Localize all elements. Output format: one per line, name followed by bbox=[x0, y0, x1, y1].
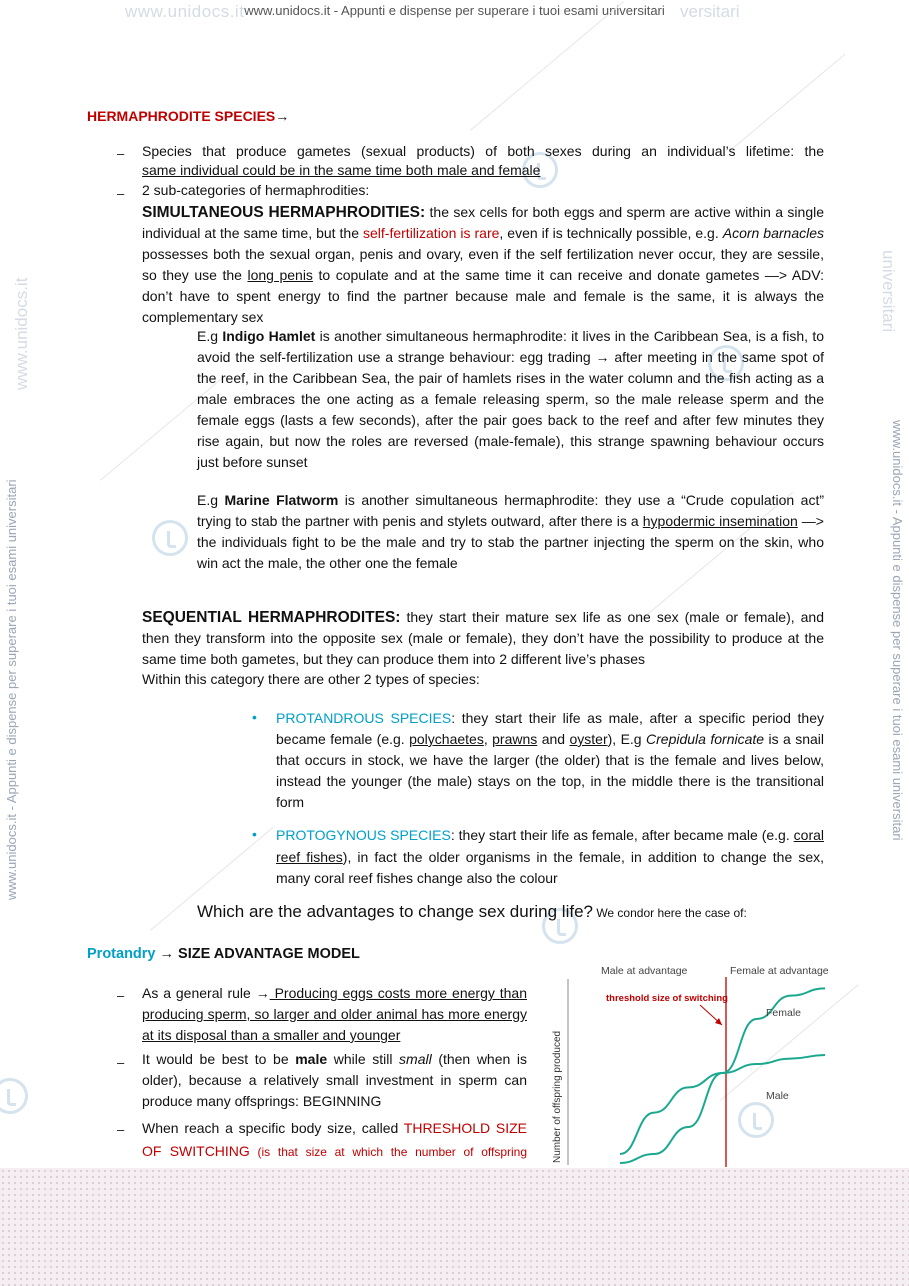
flatworm-text-b: —> the individuals fight to be the male and try to stab the partner injecting the sperm on the skin, who win act the male, the other one the female bbox=[197, 513, 824, 571]
hermaphrodite-heading bbox=[87, 108, 289, 124]
simultaneous-heading: SIMULTANEOUS HERMAPHRODITIES: bbox=[142, 204, 426, 221]
bullet-icon: • bbox=[252, 826, 257, 842]
question-text: Which are the advantages to change sex during life? bbox=[197, 902, 593, 921]
arrow-icon: → bbox=[275, 108, 290, 124]
arrow-icon: → bbox=[255, 985, 270, 1001]
dash-marker: – bbox=[117, 988, 125, 1003]
male-word: male bbox=[295, 1051, 328, 1067]
side-ghost-right: universitari bbox=[879, 250, 898, 333]
polychaetes: polychaetes bbox=[409, 731, 484, 747]
unidocs-logo-icon bbox=[0, 1078, 28, 1114]
hamlet-text: is another simultaneous hermaphrodite: it lives in the Caribbean Sea, is a fish, to avoid the self-fertilization use a strange behaviour: egg trading → after meeting in the same spot of the reef, in the Caribbean Sea, the pair of hamlets rises in the water column and the fish acting as a male embraces the one acting as a female releasing sperm, so the male release sperm and the female eggs (lasts a few seconds), after the pair goes back to the reef and after few minutes they rise again, but now the roles are reversed (male-female), this strange spawning behaviour occurs just before sunset bbox=[197, 328, 825, 470]
region-label-male: Male at advantage bbox=[601, 965, 688, 977]
dash-marker: – bbox=[117, 1122, 125, 1137]
best-male-small bbox=[142, 1049, 527, 1112]
self-fertilization-rare: self-fertilization is rare bbox=[363, 225, 500, 241]
indigo-hamlet-name: Indigo Hamlet bbox=[222, 328, 316, 344]
header-ghost-watermark-right: versitari bbox=[680, 2, 740, 21]
header-watermark: www.unidocs.it - Appunti e dispense per superare i tuoi esami universitari bbox=[244, 3, 665, 18]
bullet-definition bbox=[142, 141, 824, 181]
pro-text-a: : they start their life as male, after a specific period they became female (e.g. bbox=[276, 710, 824, 747]
oyster: oyster bbox=[569, 731, 608, 747]
definition-line-2: same individual could be in the same time both male and female bbox=[142, 162, 541, 178]
small-word: small bbox=[399, 1051, 432, 1067]
dash-marker: – bbox=[117, 1055, 125, 1070]
protandrous-paragraph bbox=[276, 708, 824, 813]
side-watermark-right: www.unidocs.it - Appunti e dispense per superare i tuoi esami universitari bbox=[890, 420, 905, 841]
pro-text-b: ), E.g bbox=[607, 731, 647, 747]
pro-text-c: is a snail that occurs in stock, we have the larger (the older) that is the female and lives below, instead the younger (the male) stays on the top, in the middle there is the transitional form bbox=[276, 731, 825, 810]
sequential-paragraph bbox=[142, 607, 824, 670]
dash-marker: – bbox=[117, 186, 125, 201]
best-text-b: while still bbox=[327, 1051, 400, 1067]
protogynous-heading: PROTOGYNOUS SPECIES bbox=[276, 827, 451, 843]
reach-text-b: (is that size at which the number of offspring bbox=[257, 1145, 527, 1159]
question-note: We condor here the case of: bbox=[592, 906, 747, 920]
flatworm-eg: E.g bbox=[197, 492, 225, 508]
prog-text-b: ), in fact the older organisms in the female, in addition to change the sex, many coral reef fishes change also the colour bbox=[276, 848, 824, 886]
size-advantage-chart bbox=[540, 955, 840, 1170]
crepidula-fornicate: Crepidula fornicate bbox=[646, 731, 765, 747]
best-text-a: It would be best to be bbox=[142, 1051, 296, 1067]
threshold-annotation: threshold size of switching bbox=[606, 993, 728, 1004]
size-advantage-model: SIZE ADVANTAGE MODEL bbox=[174, 946, 360, 962]
acorn-barnacles: Acorn barnacles bbox=[722, 225, 825, 241]
pro-and: and bbox=[537, 731, 570, 747]
bullet-icon: • bbox=[252, 709, 257, 725]
reach-text-a: When reach a specific body size, called bbox=[142, 1120, 404, 1136]
sim-text-a: the sex cells for both eggs and sperm are active within a single individual at the same time, but the bbox=[142, 204, 825, 241]
sim-text-b: , even if is technically possible, e.g. bbox=[499, 225, 723, 241]
dash-marker: – bbox=[117, 146, 125, 161]
arrow-icon: → bbox=[159, 946, 175, 962]
series-label-female: Female bbox=[766, 1007, 802, 1019]
sequential-heading: SEQUENTIAL HERMAPHRODITES: bbox=[142, 609, 401, 626]
simultaneous-paragraph bbox=[142, 202, 824, 328]
marine-flatworm-paragraph bbox=[197, 490, 824, 574]
prog-text-a: : they start their life as female, after became male (e.g. bbox=[450, 827, 794, 843]
footer-pattern bbox=[0, 1168, 909, 1286]
series-label-male: Male bbox=[766, 1090, 789, 1102]
protandrous-heading: PROTANDROUS SPECIES bbox=[276, 710, 452, 726]
flatworm-text-a: is another simultaneous hermaphrodite: they use a “Crude copulation act” trying to stab the partner with penis and stylets outward, after there is a bbox=[197, 492, 825, 529]
hamlet-eg: E.g bbox=[197, 328, 223, 344]
pro-comma: , bbox=[483, 731, 493, 747]
region-label-female: Female at advantage bbox=[730, 965, 829, 977]
unidocs-logo-icon bbox=[152, 520, 188, 556]
watermark-line bbox=[470, 1, 624, 130]
side-ghost-left: www.unidocs.it bbox=[12, 277, 31, 390]
protogynous-paragraph bbox=[276, 825, 824, 890]
general-rule bbox=[142, 983, 527, 1046]
series-male-line bbox=[620, 1055, 825, 1154]
watermark-line bbox=[730, 54, 846, 151]
sim-text-c: possesses both the sexual organ, penis and ovary, even if the self fertilization never occur, they are sessile, so they use the bbox=[142, 246, 824, 283]
protandry-heading bbox=[87, 946, 360, 962]
bullet-subcategories: 2 sub-categories of hermaphrodities: bbox=[142, 182, 370, 198]
rule-text-a: As a general rule bbox=[142, 985, 256, 1001]
marine-flatworm-name: Marine Flatworm bbox=[224, 492, 339, 508]
advantages-question bbox=[197, 902, 747, 922]
indigo-hamlet-paragraph bbox=[197, 326, 824, 473]
long-penis: long penis bbox=[247, 267, 313, 283]
hermaphrodite-heading-text: HERMAPHRODITE SPECIES bbox=[87, 108, 276, 124]
sequential-types: Within this category there are other 2 types of species: bbox=[142, 671, 480, 687]
protandry-label: Protandry bbox=[87, 946, 156, 962]
threshold-size-text: THRESHOLD SIZE OF SWITCHING bbox=[142, 1120, 527, 1159]
y-axis-label: Number of offspring produced bbox=[552, 1030, 563, 1163]
sequential-text: they start their mature sex life as one sex (male or female), and then they transform into the opposite sex (male or female), they don’t have the possibility to produce at the same time both gametes, but they can produce them into 2 different live’s phases bbox=[142, 609, 825, 667]
sim-text-d: to copulate and at the same time it can receive and donate gametes —> ADV: don’t have to spent energy to find the partner because male and female is the same, it is always the complementary sex bbox=[142, 267, 824, 325]
hypodermic-insemination: hypodermic insemination bbox=[642, 513, 798, 529]
rule-text-b: Producing eggs costs more energy than producing sperm, so larger and older animal has more energy at its disposal than a smaller and younger bbox=[142, 985, 527, 1043]
coral-reef-fishes: coral reef fishes bbox=[276, 827, 825, 865]
header-ghost-watermark: www.unidocs.it bbox=[125, 2, 245, 21]
side-watermark-left: www.unidocs.it - Appunti e dispense per superare i tuoi esami universitari bbox=[4, 479, 19, 900]
prawns: prawns bbox=[492, 731, 538, 747]
best-text-c: (then when is older), because a relatively small investment in sperm can produce many offsprings: BEGINNING bbox=[142, 1051, 527, 1109]
definition-line-1: Species that produce gametes (sexual products) of both sexes during an individual’s lifetime: the bbox=[142, 143, 824, 159]
